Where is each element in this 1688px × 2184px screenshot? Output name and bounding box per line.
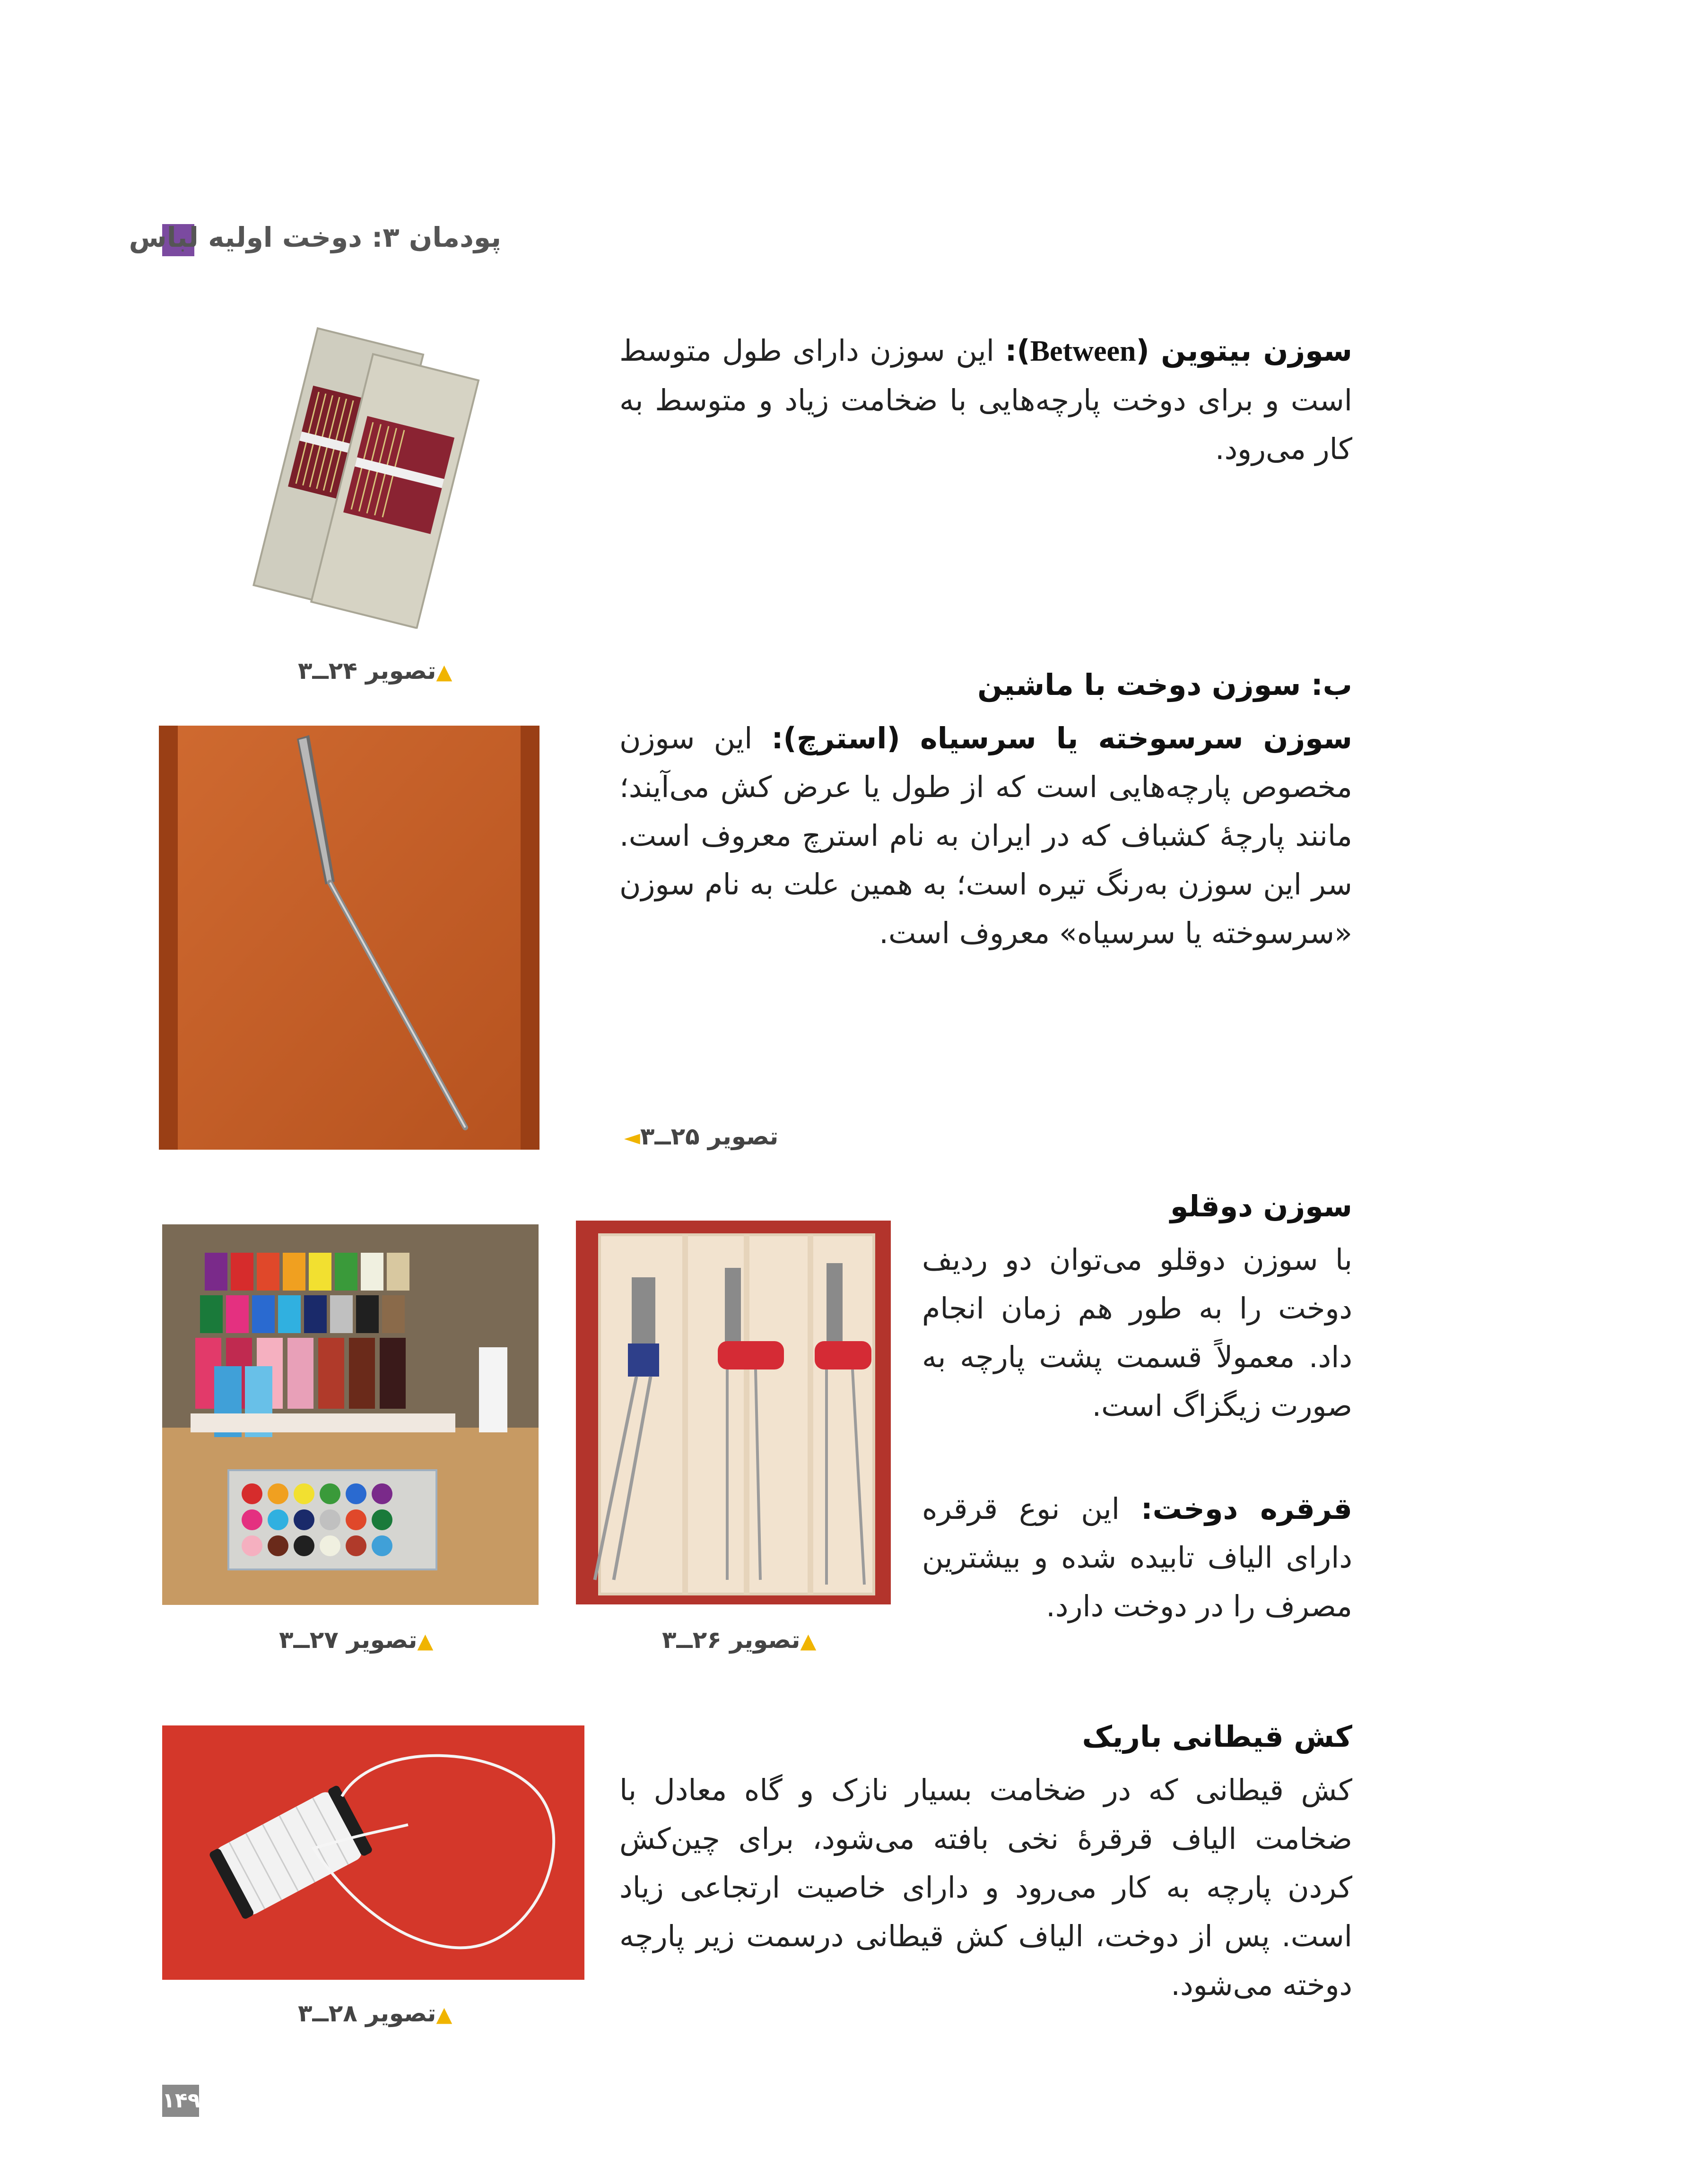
spool-paragraph	[922, 1484, 1352, 1630]
spool-body: این نوع قرقره دارای الیاف تابیده شده و بیشترین مصرف را در دوخت دارد.	[922, 1491, 1352, 1623]
figure-27-image	[162, 1224, 539, 1605]
spool-term: قرقره دوخت:	[1140, 1491, 1352, 1526]
figure-26-caption: ▲تصویر ۲۶ــ۳	[662, 1626, 817, 1654]
between-body: این سوزن دارای طول متوسط است و برای دوخت پارچه‌هایی با ضخامت زیاد و متوسط به کار می‌رود.	[619, 333, 1352, 466]
figure-28-caption: ▲تصویر ۲۸ــ۳	[298, 2000, 452, 2027]
figure-24-caption: ▲تصویر ۲۴ــ۳	[298, 657, 452, 685]
between-term-latin: Between	[1030, 335, 1136, 367]
between-paragraph	[619, 326, 1352, 473]
figure-27-caption: ▲تصویر ۲۷ــ۳	[279, 1626, 434, 1654]
twin-paragraph: با سوزن دوقلو می‌توان دو ردیف دوخت را به طور هم زمان انجام داد. معمولاً قسمت پشت پارچه به صورت زیگزاگ است.	[922, 1242, 1352, 1423]
header-title: پودمان ۳: دوخت اولیه لباس	[129, 221, 501, 253]
figure-25-image	[159, 726, 539, 1150]
between-term: سوزن بیتوین (	[1136, 333, 1352, 368]
elastic-paragraph: کش قیطانی که در ضخامت بسیار نازک و گاه معادل با ضخامت الیاف قرقرۀ نخی بافته می‌شود، برای چین‌کش کردن پارچه به کار می‌رود و دارای خاصیت ارتجاعی زیاد است. پس از دوخت، الیاف کش قیطانی درسمت زیر پارچه دوخته می‌شود.	[619, 1773, 1352, 2002]
machine-paragraph	[619, 714, 1352, 957]
figure-24-image	[227, 321, 492, 629]
twin-heading: سوزن دوقلو	[1170, 1189, 1352, 1223]
triangle-marker-icon: ▲	[436, 2002, 452, 2027]
figure-26-image	[576, 1221, 891, 1604]
between-term-close: ):	[1005, 333, 1030, 368]
triangle-marker-icon: ▲	[800, 1629, 817, 1653]
machine-term: سوزن سرسوخته یا سرسیاه (استرچ):	[771, 721, 1352, 755]
machine-body: این سوزن مخصوص پارچه‌هایی است که از طول یا عرض کش می‌آیند؛ مانند پارچۀ کشباف که در ایران به نام استرچ معروف است. سر این سوزن به‌رنگ تیره است؛ به همین علت به نام سوزن «سرسوخته یا سرسیاه» معروف است.	[619, 721, 1352, 950]
page-number: ۱۴۹	[162, 2085, 199, 2117]
machine-heading: ب: سوزن دوخت با ماشین	[977, 667, 1352, 702]
elastic-heading: کش قیطانی باریک	[1082, 1719, 1352, 1754]
figure-28-image	[162, 1725, 584, 1980]
triangle-marker-icon: ◄	[624, 1126, 640, 1150]
triangle-marker-icon: ▲	[436, 660, 452, 684]
figure-25-caption: تصویر ۲۵ــ۳◄	[624, 1123, 779, 1150]
triangle-marker-icon: ▲	[417, 1629, 434, 1653]
